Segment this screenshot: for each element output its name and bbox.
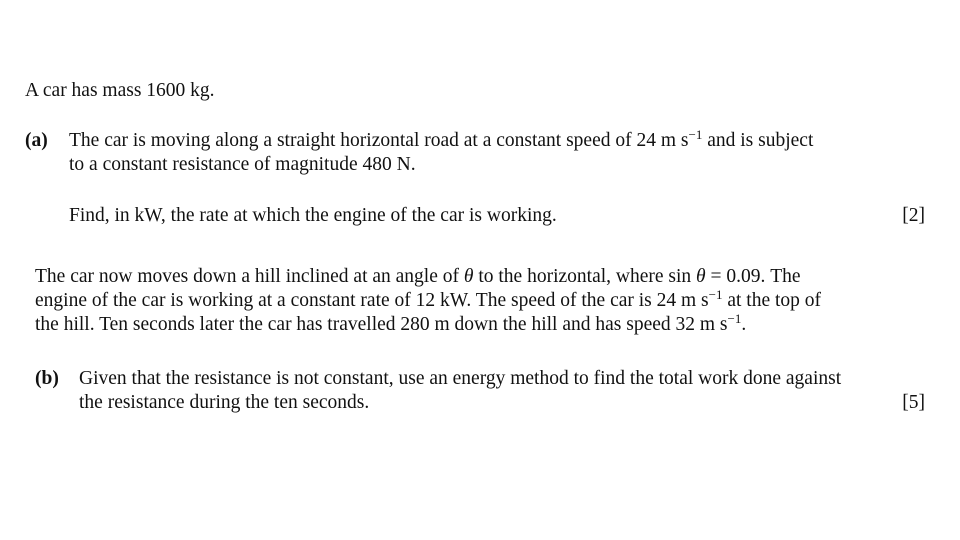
part-a-line-1: The car is moving along a straight horizontal road at a constant speed of 24 m $s^{-1}$ and is subject: [69, 127, 814, 151]
part-a-question: Find, in kW, the rate at which the engine of the car is working.: [69, 205, 557, 226]
part-a-statement: [69, 129, 927, 177]
part-a-question-row: [69, 204, 925, 228]
theta-symbol: θ: [696, 266, 706, 287]
part-b-line-1: Given that the resistance is not constant, use an energy method to find the total work done against: [79, 368, 842, 389]
part-b-marks: [5]: [902, 392, 925, 413]
context-line-3: the hill. Ten seconds later the car has travelled 280 m down the hill and has speed 32 m $s^{-1}$.: [35, 311, 747, 335]
part-a-marks: [2]: [902, 205, 925, 226]
part-a-line-2: to a constant resistance of magnitude 480 N.: [69, 154, 416, 175]
part-a-label: (a): [25, 130, 48, 151]
context-line-1: The car now moves down a hill inclined at an angle of θ to the horizontal, where sin θ = 0.09. The: [35, 266, 801, 287]
unit-exponent: −1: [727, 311, 742, 326]
intro-text: A car has mass 1600 kg.: [25, 80, 215, 101]
part-b-statement: [79, 367, 925, 415]
context-line-2: engine of the car is working at a constant rate of 12 kW. The speed of the car is 24 m $s^{-1}$ at the top of: [35, 287, 822, 311]
hill-context-paragraph: [35, 265, 925, 337]
theta-symbol: θ: [463, 266, 474, 287]
unit-exponent: −1: [708, 287, 723, 302]
part-b-line-2: the resistance during the ten seconds. [5]: [79, 392, 925, 413]
part-b-label: (b): [35, 368, 59, 389]
unit-exponent: −1: [688, 127, 703, 142]
